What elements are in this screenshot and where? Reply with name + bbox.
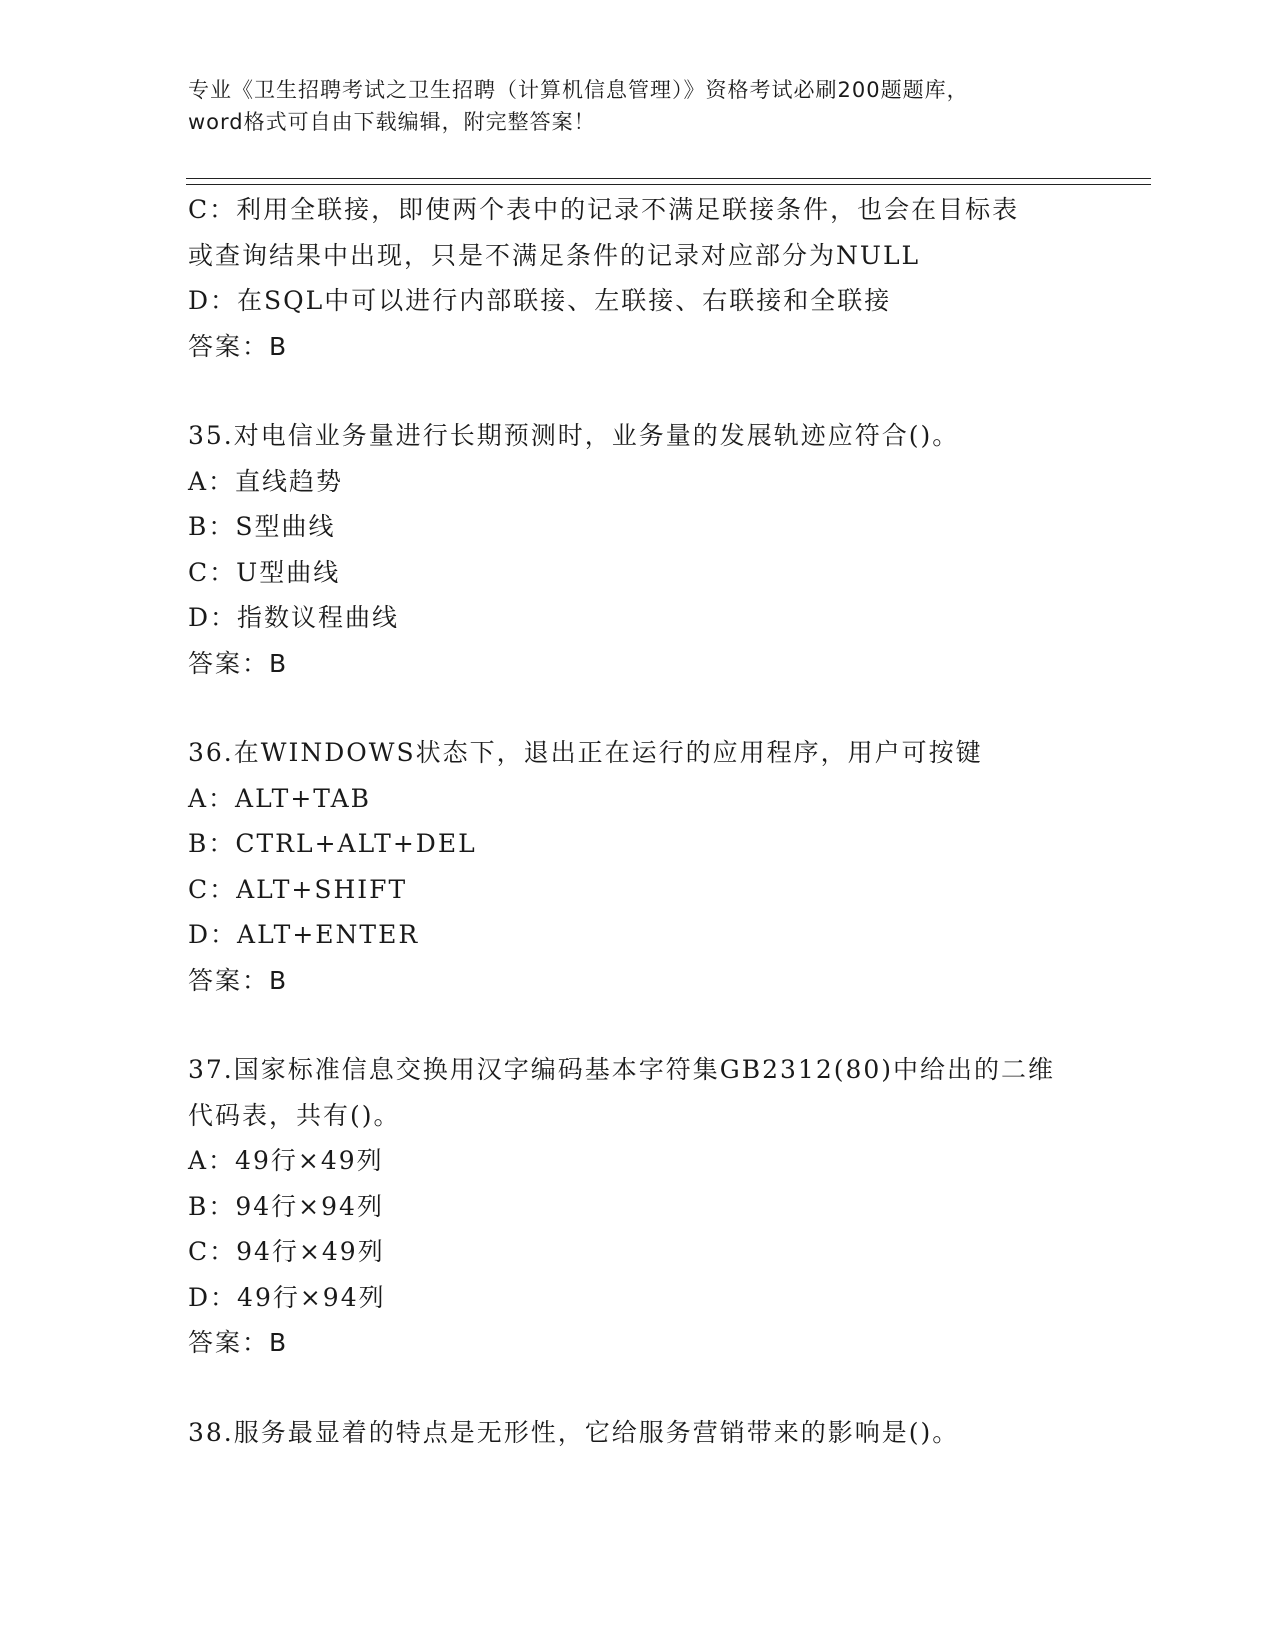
question-stem-line-1: 37.国家标准信息交换用汉字编码基本字符集GB2312(80)中给出的二维 xyxy=(188,1055,1056,1084)
option-c: C：U型曲线 xyxy=(188,557,341,587)
answer: 答案：B xyxy=(188,965,289,995)
answer: 答案：B xyxy=(188,1328,289,1357)
question-36 xyxy=(188,730,1128,1003)
question-38 xyxy=(188,1410,1128,1456)
spacer xyxy=(188,686,1128,730)
option-d: D：ALT+ENTER xyxy=(188,920,420,949)
previous-question-block xyxy=(188,187,1128,369)
answer: 答案：B xyxy=(188,331,289,361)
option-d: D：指数议程曲线 xyxy=(188,603,400,632)
option-c: C：ALT+SHIFT xyxy=(188,874,408,904)
spacer xyxy=(188,1366,1128,1410)
option-a: A：直线趋势 xyxy=(188,466,344,496)
question-stem: 35.对电信业务量进行长期预测时，业务量的发展轨迹应符合()。 xyxy=(188,421,960,450)
header-divider-bottom xyxy=(186,184,1151,185)
option-b: B：94行×94列 xyxy=(188,1191,384,1221)
header-divider-top xyxy=(186,178,1151,179)
question-37 xyxy=(188,1047,1128,1366)
option-a: A：ALT+TAB xyxy=(188,783,372,813)
question-content xyxy=(188,187,1128,1455)
option-b: B：S型曲线 xyxy=(188,512,336,541)
question-stem-line-2: 代码表，共有()。 xyxy=(188,1100,401,1130)
spacer xyxy=(188,369,1128,413)
option-c-line-1: C：利用全联接，即使两个表中的记录不满足联接条件，也会在目标表 xyxy=(188,195,1020,224)
option-d: D：在SQL中可以进行内部联接、左联接、右联接和全联接 xyxy=(188,286,892,315)
answer: 答案：B xyxy=(188,648,289,678)
header-line-2: word格式可自由下载编辑，附完整答案！ xyxy=(188,110,596,134)
option-b: B：CTRL+ALT+DEL xyxy=(188,829,477,858)
option-d: D：49行×94列 xyxy=(188,1282,386,1312)
question-stem: 38.服务最显着的特点是无形性，它给服务营销带来的影响是()。 xyxy=(188,1417,960,1447)
question-stem: 36.在WINDOWS状态下，退出正在运行的应用程序，用户可按键 xyxy=(188,738,983,767)
option-a: A：49行×49列 xyxy=(188,1146,384,1175)
header-line-1: 专业《卫生招聘考试之卫生招聘（计算机信息管理）》资格考试必刷200题题库， xyxy=(188,78,969,102)
option-c-line-2: 或查询结果中出现，只是不满足条件的记录对应部分为NULL xyxy=(188,240,921,270)
spacer xyxy=(188,1003,1128,1047)
option-c: C：94行×49列 xyxy=(188,1237,385,1266)
question-35 xyxy=(188,413,1128,686)
document-header xyxy=(188,74,1108,138)
